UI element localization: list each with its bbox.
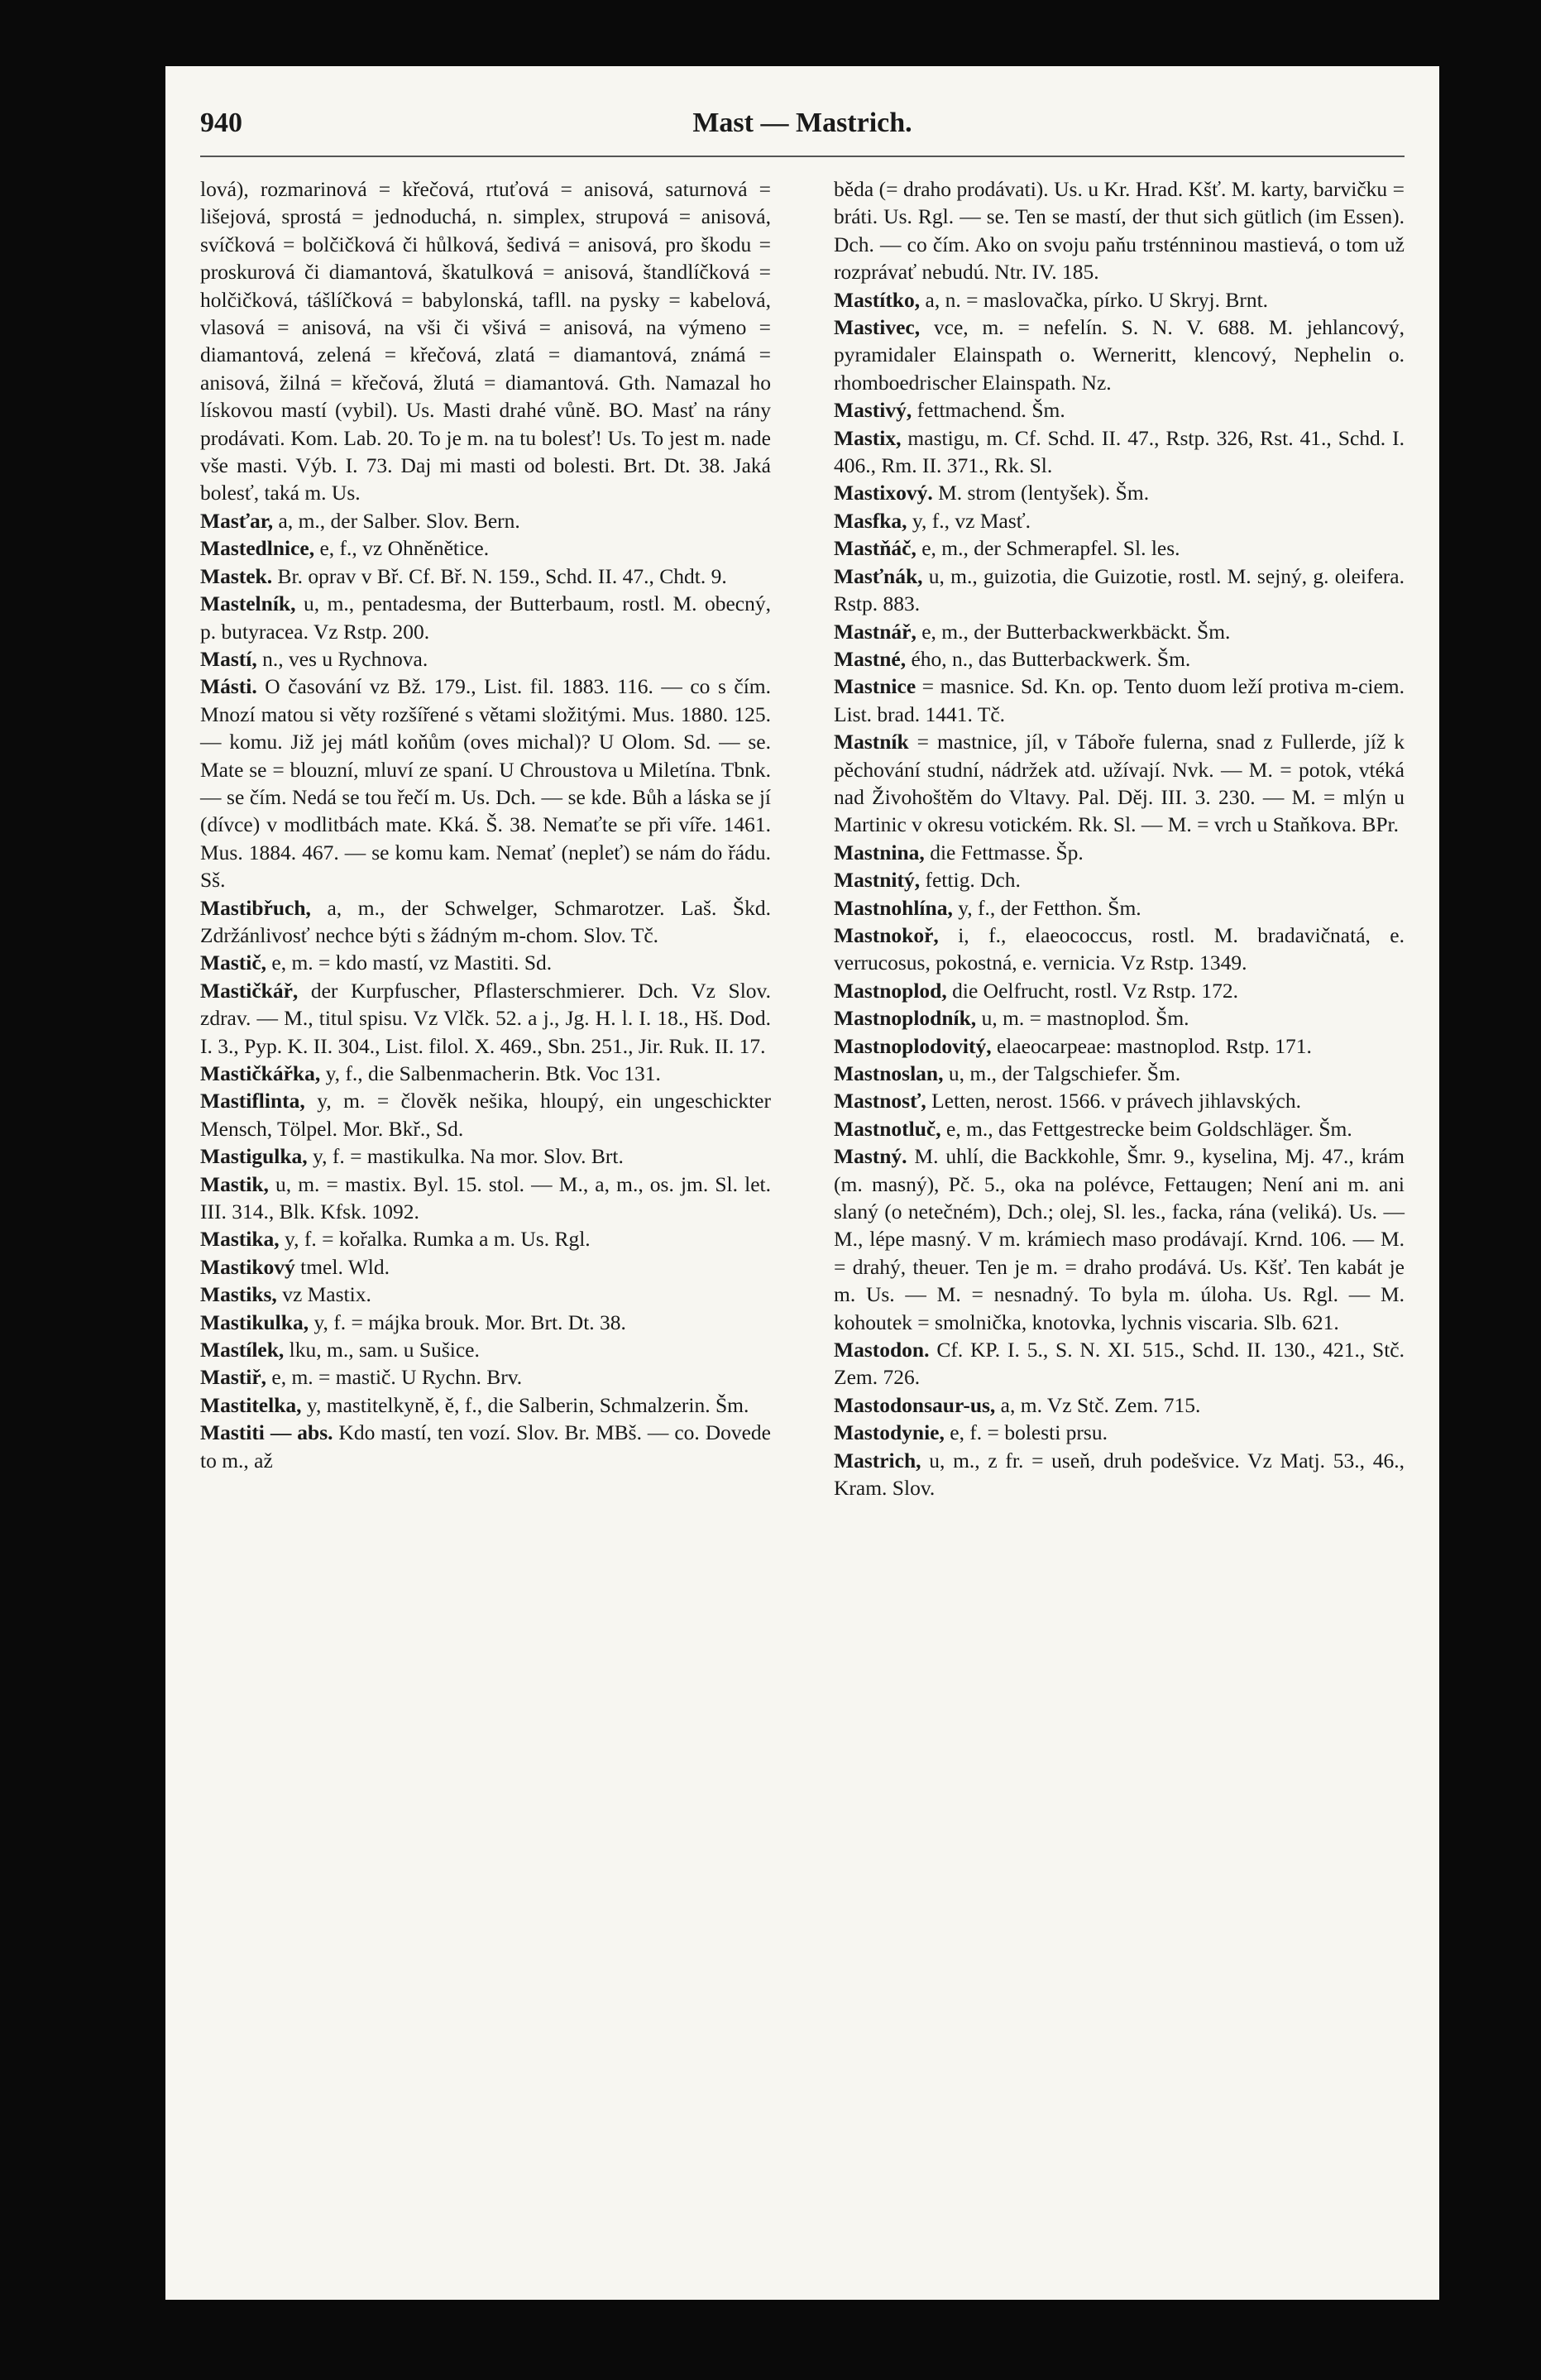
dictionary-entry <box>834 1115 1405 1142</box>
entry-text: y, f. = mastikulka. Na mor. Slov. Brt. <box>307 1144 624 1169</box>
entry-text: elaeocarpeae: mastnoplod. Rstp. 171. <box>991 1033 1312 1058</box>
dictionary-entry <box>200 1087 771 1142</box>
dictionary-entry <box>200 590 771 645</box>
entry-text: i, f., elaeococcus, rostl. M. bradavičnatá, e. verrucosus, pokostná, e. vernicia. Vz Rstp. 1349. <box>834 922 1405 975</box>
entry-text: O časování vz Bž. 179., List. fil. 1883. 116. — co s čím. Mnozí matou si věty rozšířené s větami složitými. Mus. 1880. 125. — komu. Již jej mátl koňům (oves michal)? U Olom. Sd. — se. Mate se = blouzní, mluví ze spaní. U Chroustova u Miletína. Tbnk. — se čím. Nedá se tou řečí m. Us. Dch. — se kde. Bůh a láska se jí (dívce) v modlitbách mate. Kká. Š. 38. Nemaťte se při víře. 1461. Mus. 1884. 467. — se komu kam. Nemať (nepleť) se nám do řádu. Sš. <box>200 674 771 893</box>
entry-headword: Mastiř, <box>200 1365 267 1390</box>
entry-headword: Mastedlnice, <box>200 536 315 561</box>
entry-text: y, f., die Salbenmacherin. Btk. Voc 131. <box>320 1061 661 1085</box>
dictionary-entry <box>834 1004 1405 1032</box>
dictionary-entry <box>200 1060 771 1087</box>
entry-headword: Mastnitý, <box>834 868 921 893</box>
entry-headword: Mastňáč, <box>834 536 916 561</box>
entry-headword: Mastrich, <box>834 1448 921 1473</box>
entry-text: Letten, nerost. 1566. v právech jihlavských. <box>926 1089 1301 1113</box>
entry-headword: Mastičkář, <box>200 978 299 1003</box>
entry-text: ého, n., das Butterbackwerk. Šm. <box>906 646 1191 671</box>
dictionary-entry <box>834 645 1405 673</box>
dictionary-entry <box>200 1419 771 1474</box>
entry-text: y, f., der Fetthon. Šm. <box>952 895 1141 920</box>
entry-headword: Mastnotluč, <box>834 1116 941 1141</box>
entry-headword: Mastnice <box>834 674 916 699</box>
dictionary-entry <box>200 894 771 950</box>
dictionary-entry <box>834 479 1405 506</box>
entry-headword: Mastodon. <box>834 1338 930 1362</box>
dictionary-entry <box>200 1309 771 1336</box>
dictionary-entry <box>834 1087 1405 1114</box>
entry-text: u, m., pentadesma, der Butterbaum, rostl. M. obecný, p. butyracea. Vz Rstp. 200. <box>200 591 771 644</box>
dictionary-entry <box>834 1447 1405 1502</box>
entry-headword: Mastivec, <box>834 315 921 340</box>
entry-headword: Mastiks, <box>200 1282 277 1307</box>
entry-headword: Mastnář, <box>834 619 916 644</box>
entry-headword: Mastnoplodovitý, <box>834 1033 992 1058</box>
entry-text: die Oelfrucht, rostl. Vz Rstp. 172. <box>946 978 1238 1003</box>
entry-text: y, m. = člověk nešika, hloupý, ein ungeschickter Mensch, Tölpel. Mor. Bkř., Sd. <box>200 1089 771 1141</box>
entry-text: M. uhlí, die Backkohle, Šmr. 9., kyselina, Mj. 47., krám (m. masný), Pč. 5., oka na polévce, Fettaugen; Není ani m. ani slaný (o netečném), Dch.; olej, Sl. les., facka, rána (veliká). Us. — M., lépe masný. V m. krámiech maso prodávají. Krnd. 106. — M. = drahý, theuer. Ten je m. = draho prodává. Us. Kšť. Ten kabát je m. Us. — M. = nesnadný. To byla m. úloha. Us. Rgl. — M. kohoutek = smolnička, knotovka, lychnis viscaria. Slb. 621. <box>834 1144 1405 1334</box>
entry-headword: Masfka, <box>834 508 907 533</box>
entry-text: a, m., der Schwelger, Schmarotzer. Laš. Škd. Zdržánlivosť nechce býti s žádným m-chom. Slov. Tč. <box>200 895 771 947</box>
entry-headword: Mastítko, <box>834 287 921 312</box>
dictionary-entry <box>200 977 771 1060</box>
dictionary-entry <box>834 314 1405 396</box>
entry-text: y, mastitelkyně, ě, f., die Salberin, Schmalzerin. Šm. <box>301 1392 749 1417</box>
entry-text: Br. oprav v Bř. Cf. Bř. N. 159., Schd. II. 47., Chdt. 9. <box>272 563 727 588</box>
entry-text: lku, m., sam. u Sušice. <box>284 1338 480 1362</box>
dictionary-entry <box>200 1225 771 1252</box>
entry-headword: Mastičkářka, <box>200 1061 321 1085</box>
entry-headword: Mastitelka, <box>200 1392 302 1417</box>
entry-text: běda (= draho prodávati). Us. u Kr. Hrad. Kšť. M. karty, barvičku = bráti. Us. Rgl. — se. Ten se mastí, der thut sich gütlich (im Essen). Dch. — co čím. Ako on svoju paňu trsténninou mastievá, o tom už rozprávať nebudú. Ntr. IV. 185. <box>834 177 1405 285</box>
dictionary-entry <box>834 534 1405 562</box>
page-header <box>200 108 1405 157</box>
dictionary-entry <box>834 1032 1405 1060</box>
dictionary-entry <box>200 1171 771 1226</box>
entry-headword: Mastný. <box>834 1144 907 1169</box>
entry-text: e, f., vz Ohněnětice. <box>314 536 490 561</box>
entry-text: M. strom (lentyšek). Šm. <box>932 481 1150 505</box>
dictionary-entry <box>200 1363 771 1391</box>
entry-text: u, m., z fr. = useň, druh podešvice. Vz Matj. 53., 46., Kram. Slov. <box>834 1448 1405 1501</box>
entry-headword: Mastné, <box>834 646 907 671</box>
dictionary-entry <box>200 949 771 976</box>
entry-text: a, n. = maslovačka, pírko. U Skryj. Brnt. <box>920 287 1269 312</box>
dictionary-entry <box>834 507 1405 534</box>
entry-headword: Mastibřuch, <box>200 895 311 920</box>
entry-headword: Mastiti — abs. <box>200 1420 333 1445</box>
entry-headword: Mastivý, <box>834 398 912 423</box>
dictionary-entry <box>200 1142 771 1170</box>
entry-headword: Masťar, <box>200 508 274 533</box>
entry-headword: Mastik, <box>200 1171 269 1196</box>
entry-headword: Mastnoplod, <box>834 978 947 1003</box>
dictionary-entry <box>834 175 1405 286</box>
header-rule <box>200 156 1405 157</box>
dictionary-entry <box>200 507 771 534</box>
entry-text: u, m., der Talgschiefer. Šm. <box>943 1061 1181 1085</box>
dictionary-page <box>165 66 1439 2300</box>
entry-headword: Mastix, <box>834 425 902 450</box>
entry-headword: Mastigulka, <box>200 1144 308 1169</box>
dictionary-entry <box>834 396 1405 424</box>
left-column <box>200 175 771 1474</box>
entry-text: u, m. = mastnoplod. Šm. <box>976 1006 1189 1031</box>
entry-text: fettig. Dch. <box>920 868 1021 893</box>
dictionary-entry <box>834 618 1405 645</box>
entry-text: e, f. = bolesti prsu. <box>944 1420 1108 1445</box>
dictionary-entry <box>200 534 771 562</box>
page-number: 940 <box>200 108 242 138</box>
dictionary-entry <box>200 645 771 673</box>
entry-text: y, f., vz Masť. <box>907 508 1031 533</box>
entry-text: u, m., guizotia, die Guizotie, rostl. M. sejný, g. oleifera. Rstp. 883. <box>834 563 1405 616</box>
entry-text: der Kurpfuscher, Pflasterschmierer. Dch. Vz Slov. zdrav. — M., titul spisu. Vz Vlčk. 52. a j., Jg. H. l. I. 18., Hš. Dod. I. 3., Pyp. K. II. 304., List. filol. X. 469., Sbn. 251., Jir. Ruk. II. 17. <box>200 978 771 1058</box>
entry-headword: Masťnák, <box>834 563 923 588</box>
entry-headword: Mastnohlína, <box>834 895 953 920</box>
dictionary-entry <box>200 673 771 893</box>
dictionary-entry <box>834 977 1405 1004</box>
dictionary-entry <box>200 1391 771 1419</box>
dictionary-entry <box>834 1336 1405 1391</box>
entry-text: e, m. = mastič. U Rychn. Brv. <box>266 1365 523 1390</box>
entry-headword: Mastí, <box>200 646 257 671</box>
dictionary-entry <box>834 286 1405 314</box>
entry-headword: Mastelník, <box>200 591 296 616</box>
dictionary-entry <box>834 922 1405 977</box>
dictionary-entry <box>200 175 771 507</box>
entry-headword: Mastek. <box>200 563 273 588</box>
entry-text: u, m. = mastix. Byl. 15. stol. — M., a, m., os. jm. Sl. let. III. 314., Blk. Kfsk. 1092. <box>200 1171 771 1224</box>
entry-headword: Mastnosť, <box>834 1089 926 1113</box>
entry-text: vce, m. = nefelín. S. N. V. 688. M. jehlancový, pyramidaler Elainspath o. Werneritt, klencový, Nephelin o. rhomboedrischer Elainspath. Nz. <box>834 315 1405 395</box>
entry-text: fettmachend. Šm. <box>912 398 1065 423</box>
entry-headword: Mastodonsaur-us, <box>834 1392 996 1417</box>
dictionary-entry <box>834 1060 1405 1087</box>
entry-headword: Mastnoplodník, <box>834 1006 977 1031</box>
entry-text: e, m., das Fettgestrecke beim Goldschläger. Šm. <box>940 1116 1352 1141</box>
dictionary-entry <box>834 424 1405 480</box>
entry-text: e, m. = kdo mastí, vz Mastiti. Sd. <box>266 951 553 975</box>
dictionary-entry <box>834 1391 1405 1419</box>
entry-headword: Mastič, <box>200 951 267 975</box>
entry-headword: Mastník <box>834 730 909 754</box>
dictionary-entry <box>834 839 1405 866</box>
entry-text: = mastnice, jíl, v Táboře fulerna, snad z Fullerde, jíž k pěchování studní, nádržek atd. užívají. Nvk. — M. = potok, vtéká nad Živohoštěm do Vltavy. Pal. Děj. III. 3. 230. — M. = mlýn u Martinic v okresu votickém. Rk. Sl. — M. = vrch u Staňkova. BPr. <box>834 730 1405 837</box>
entry-text: Cf. KP. I. 5., S. N. XI. 515., Schd. II. 130., 421., Stč. Zem. 726. <box>834 1338 1405 1390</box>
dictionary-entry <box>200 563 771 590</box>
entry-text: die Fettmasse. Šp. <box>924 840 1084 864</box>
dictionary-entry <box>834 673 1405 728</box>
running-title: Mast — Mastrich. <box>692 108 912 138</box>
dictionary-entry <box>834 1419 1405 1446</box>
entry-headword: Mastodynie, <box>834 1420 945 1445</box>
entry-headword: Mastika, <box>200 1227 280 1252</box>
entry-text: y, f. = májka brouk. Mor. Brt. Dt. 38. <box>309 1310 626 1334</box>
entry-headword: Mastikulka, <box>200 1310 309 1334</box>
entry-headword: Mastílek, <box>200 1338 285 1362</box>
entry-text: y, f. = kořalka. Rumka a m. Us. Rgl. <box>279 1227 591 1252</box>
entry-text: Kdo mastí, ten vozí. Slov. Br. MBš. — co. Dovede to m., až <box>200 1420 771 1473</box>
right-column <box>834 175 1405 1502</box>
dictionary-entry <box>834 866 1405 893</box>
entry-headword: Mastiflinta, <box>200 1089 305 1113</box>
entry-headword: Mastnina, <box>834 840 925 864</box>
dictionary-entry <box>200 1253 771 1281</box>
dictionary-entry <box>834 563 1405 618</box>
entry-headword: Mastnoslan, <box>834 1061 944 1085</box>
entry-headword: Mastikový <box>200 1254 295 1279</box>
entry-text: vz Mastix. <box>276 1282 371 1307</box>
dictionary-entry <box>200 1336 771 1363</box>
dictionary-entry <box>834 894 1405 922</box>
entry-text: = masnice. Sd. Kn. op. Tento duom leží protiva m-ciem. List. brad. 1441. Tč. <box>834 674 1405 726</box>
dictionary-entry <box>834 1142 1405 1336</box>
entry-text: tmel. Wld. <box>294 1254 390 1279</box>
entry-text: lová), rozmarinová = křečová, rtuťová = anisová, saturnová = lišejová, sprostá = jednoduchá, n. simplex, strupová = anisová, svíčková = bolčičková či hůlková, šedivá = anisová, pro škodu = proskurová či diamantová, škatulková = anisová, štandlíčková = holčičková, tášlíčková = babylonská, tafll. na pysky = kabelová, vlasová = anisová, na vši či všivá = anisová, na výmeno = diamantová, zelená = křečová, zlatá = diamantová, známá = anisová, žilná = křečová, žlutá = diamantová. Gth. Namazal ho lískovou mastí (vybil). Us. Masti drahé vůně. BO. Masť na rány prodávati. Kom. Lab. 20. To je m. na tu bolesť! Us. To jest m. nade vše masti. Výb. I. 73. Daj mi masti od bolesti. Brt. Dt. 38. Jaká bolesť, taká m. Us. <box>200 177 771 505</box>
entry-headword: Másti. <box>200 674 257 699</box>
entry-text: a, m., der Salber. Slov. Bern. <box>273 508 520 533</box>
entry-headword: Mastnokoř, <box>834 922 939 947</box>
entry-text: e, m., der Butterbackwerkbäckt. Šm. <box>916 619 1231 644</box>
entry-text: a, m. Vz Stč. Zem. 715. <box>995 1392 1201 1417</box>
entry-text: mastigu, m. Cf. Schd. II. 47., Rstp. 326, Rst. 41., Schd. I. 406., Rm. II. 371., Rk. Sl. <box>834 425 1405 478</box>
entry-headword: Mastixový. <box>834 481 933 505</box>
entry-text: n., ves u Rychnova. <box>256 646 428 671</box>
dictionary-entry <box>200 1281 771 1308</box>
entry-text: e, m., der Schmerapfel. Sl. les. <box>916 536 1180 561</box>
dictionary-entry <box>834 728 1405 839</box>
